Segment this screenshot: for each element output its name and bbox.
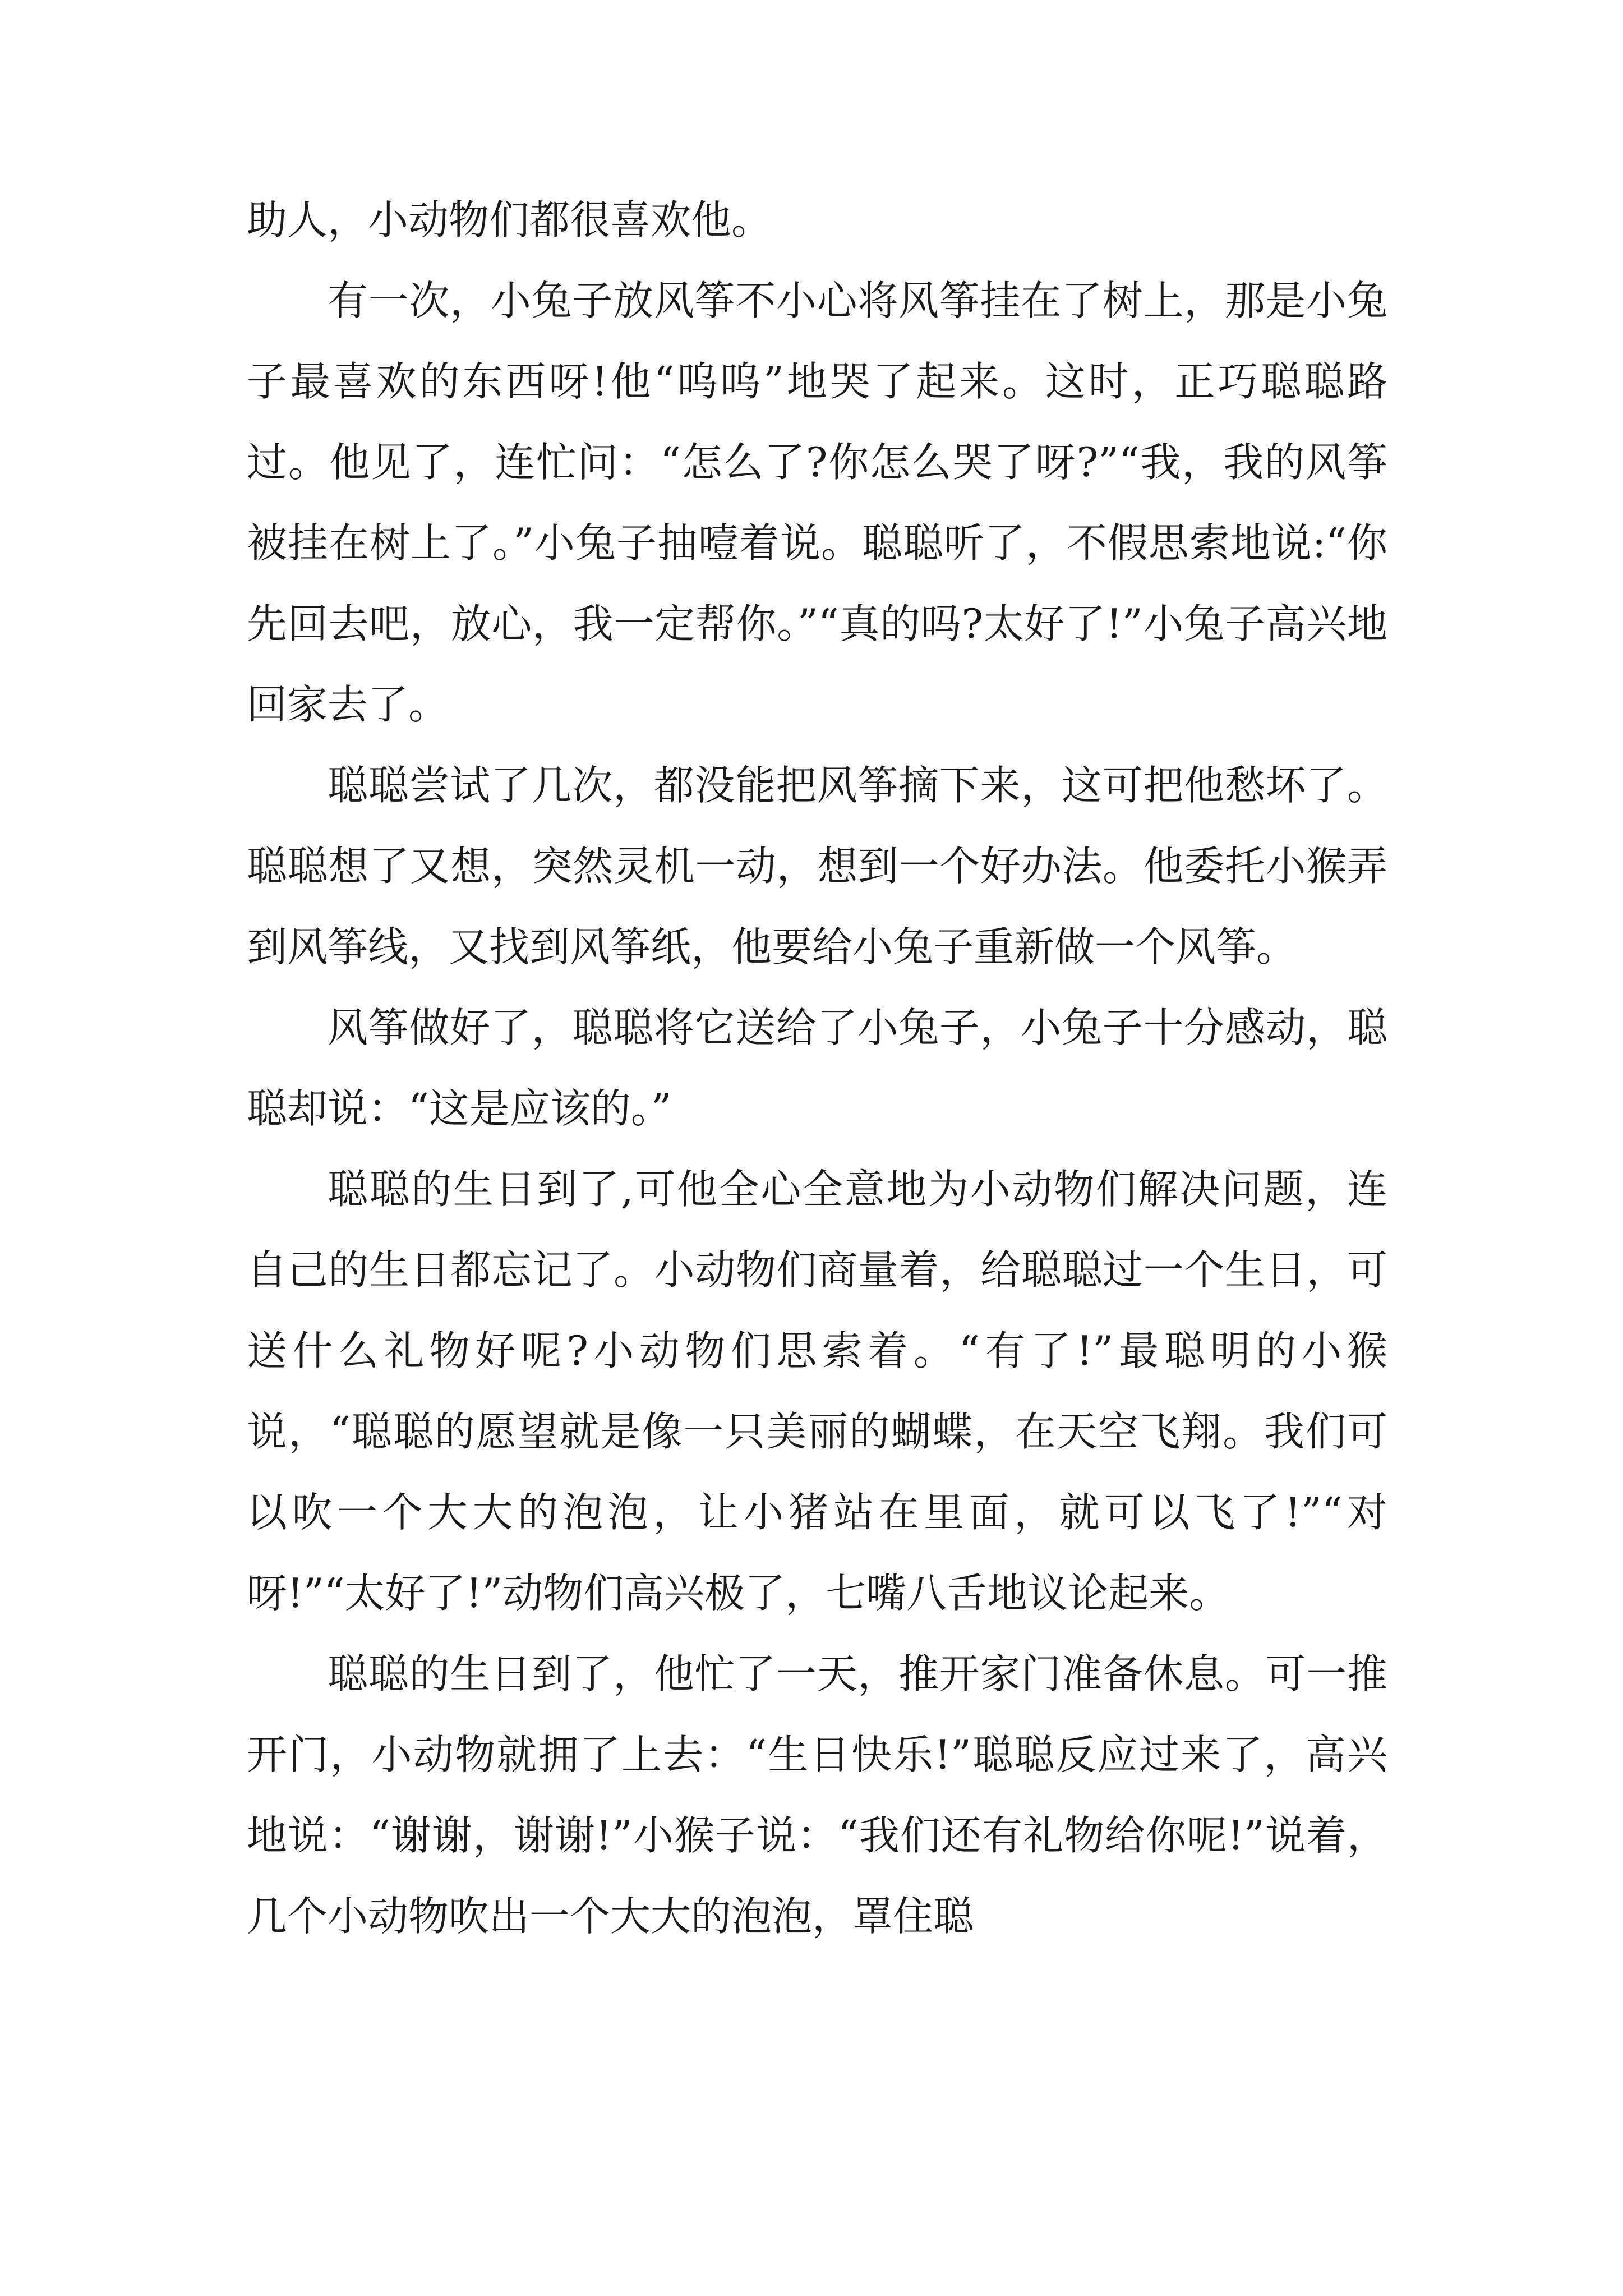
paragraph-birthday-plan: 聪聪的生日到了,可他全心全意地为小动物们解决问题，连自己的生日都忘记了。小动物们商量着，给聪聪过一个生日，可送什么礼物好呢?小动物们思索着。“有了!”最聪明的小猴说，“聪聪的愿望就是像一只美丽的蝴蝶，在天空飞翔。我们可以吹一个大大的泡泡，让小猪站在里面，就可以飞了!”“对呀!”“太好了!”动物们高兴极了，七嘴八舌地议论起来。 xyxy=(247,1166,1387,1617)
paragraph-continued: 助人，小动物们都很喜欢他。 xyxy=(247,196,772,243)
paragraph-kite-stuck: 有一次，小兔子放风筝不小心将风筝挂在了树上，那是小兔子最喜欢的东西呀!他“呜呜”地哭了起来。这时，正巧聪聪路过。他见了，连忙问：“怎么了?你怎么哭了呀?”“我，我的风筝被挂在树上了。”小兔子抽噎着说。聪聪听了，不假思索地说:“你先回去吧，放心，我一定帮你。”“真的吗?太好了!”小兔子高兴地回家去了。 xyxy=(247,277,1387,728)
story-text xyxy=(247,180,1387,1957)
paragraph-kite-gift: 风筝做好了，聪聪将它送给了小兔子，小兔子十分感动，聪聪却说：“这是应该的。” xyxy=(247,1004,1387,1132)
paragraph-new-kite: 聪聪尝试了几次，都没能把风筝摘下来，这可把他愁坏了。聪聪想了又想，突然灵机一动，想到一个好办法。他委托小猴弄到风筝线，又找到风筝纸，他要给小兔子重新做一个风筝。 xyxy=(247,762,1387,970)
paragraph-birthday-surprise: 聪聪的生日到了，他忙了一天，推开家门准备休息。可一推开门，小动物就拥了上去：“生日快乐!”聪聪反应过来了，高兴地说：“谢谢，谢谢!”小猴子说：“我们还有礼物给你呢!”说着，几个小动物吹出一个大大的泡泡，罩住聪 xyxy=(247,1650,1387,1940)
